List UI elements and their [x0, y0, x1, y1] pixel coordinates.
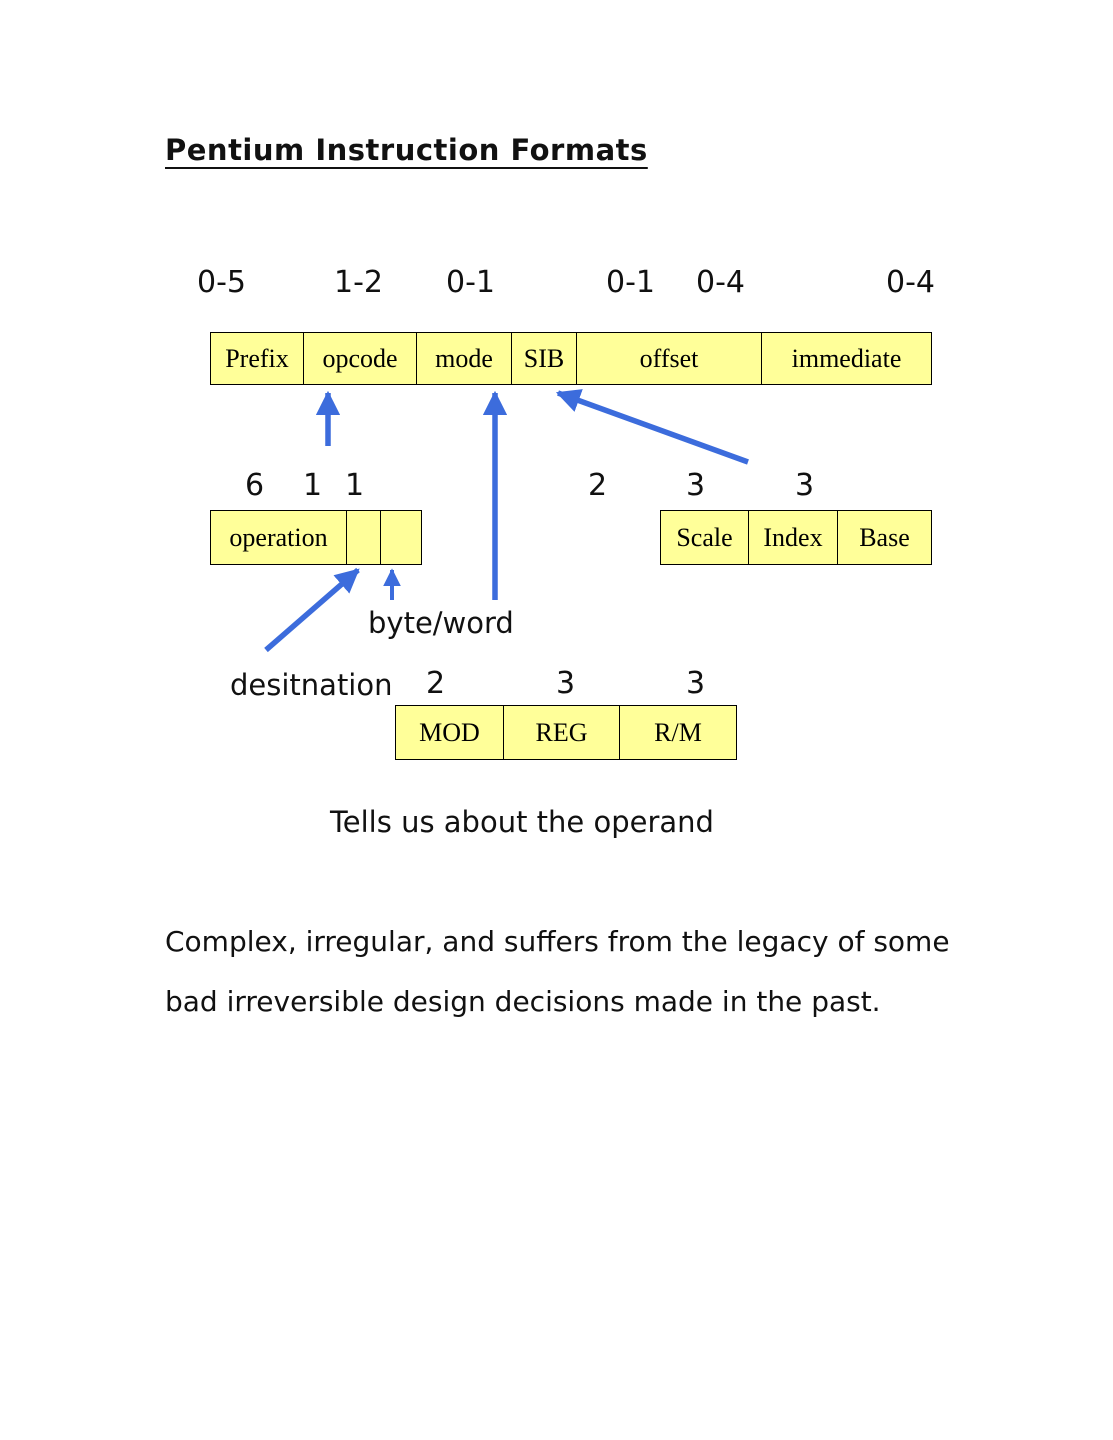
field-base: Base — [837, 511, 931, 564]
paragraph-line-1: Complex, irregular, and suffers from the legacy of some — [165, 925, 950, 958]
bit-count-mod: 2 — [426, 666, 446, 701]
bit-count-w-bit: 1 — [345, 468, 365, 503]
field-rm: R/M — [619, 706, 736, 759]
instruction-format-table — [210, 332, 932, 385]
operand-caption: Tells us about the operand — [330, 805, 714, 839]
opcode-bit-cell-2 — [380, 511, 421, 564]
bit-count-d-bit: 1 — [303, 468, 323, 503]
byte-count-mode: 0-1 — [446, 265, 495, 300]
field-offset: offset — [576, 333, 761, 384]
bit-count-operation: 6 — [245, 468, 265, 503]
field-prefix: Prefix — [225, 343, 289, 373]
sib-detail-table — [660, 510, 932, 565]
byte-word-label: byte/word — [368, 606, 514, 640]
field-mode: mode — [416, 333, 511, 384]
field-index: Index — [748, 511, 837, 564]
bit-count-index: 3 — [686, 468, 706, 503]
field-immediate: immediate — [761, 333, 931, 384]
bit-count-base: 3 — [795, 468, 815, 503]
field-reg: REG — [503, 706, 619, 759]
opcode-bit-cell-1 — [346, 511, 380, 564]
destination-label: desitnation — [230, 668, 393, 702]
byte-count-prefix: 0-5 — [197, 265, 246, 300]
bit-count-scale: 2 — [588, 468, 608, 503]
bit-count-rm: 3 — [686, 666, 706, 701]
bit-count-reg: 3 — [556, 666, 576, 701]
paragraph-line-2: bad irreversible design decisions made in the past. — [165, 985, 881, 1018]
arrow-sib-detail-to-sib — [558, 393, 748, 462]
opcode-detail-table — [210, 510, 422, 565]
modrm-detail-table — [395, 705, 737, 760]
byte-count-offset: 0-4 — [696, 265, 745, 300]
field-mod: MOD — [419, 717, 480, 747]
byte-count-immediate: 0-4 — [886, 265, 935, 300]
field-sib: SIB — [511, 333, 576, 384]
field-operation: operation — [229, 522, 328, 552]
byte-count-sib: 0-1 — [606, 265, 655, 300]
page-title: Pentium Instruction Formats — [165, 133, 648, 167]
byte-count-opcode: 1-2 — [334, 265, 383, 300]
arrow-destination-to-bit — [266, 570, 358, 650]
field-scale: Scale — [676, 522, 733, 552]
field-opcode: opcode — [303, 333, 416, 384]
